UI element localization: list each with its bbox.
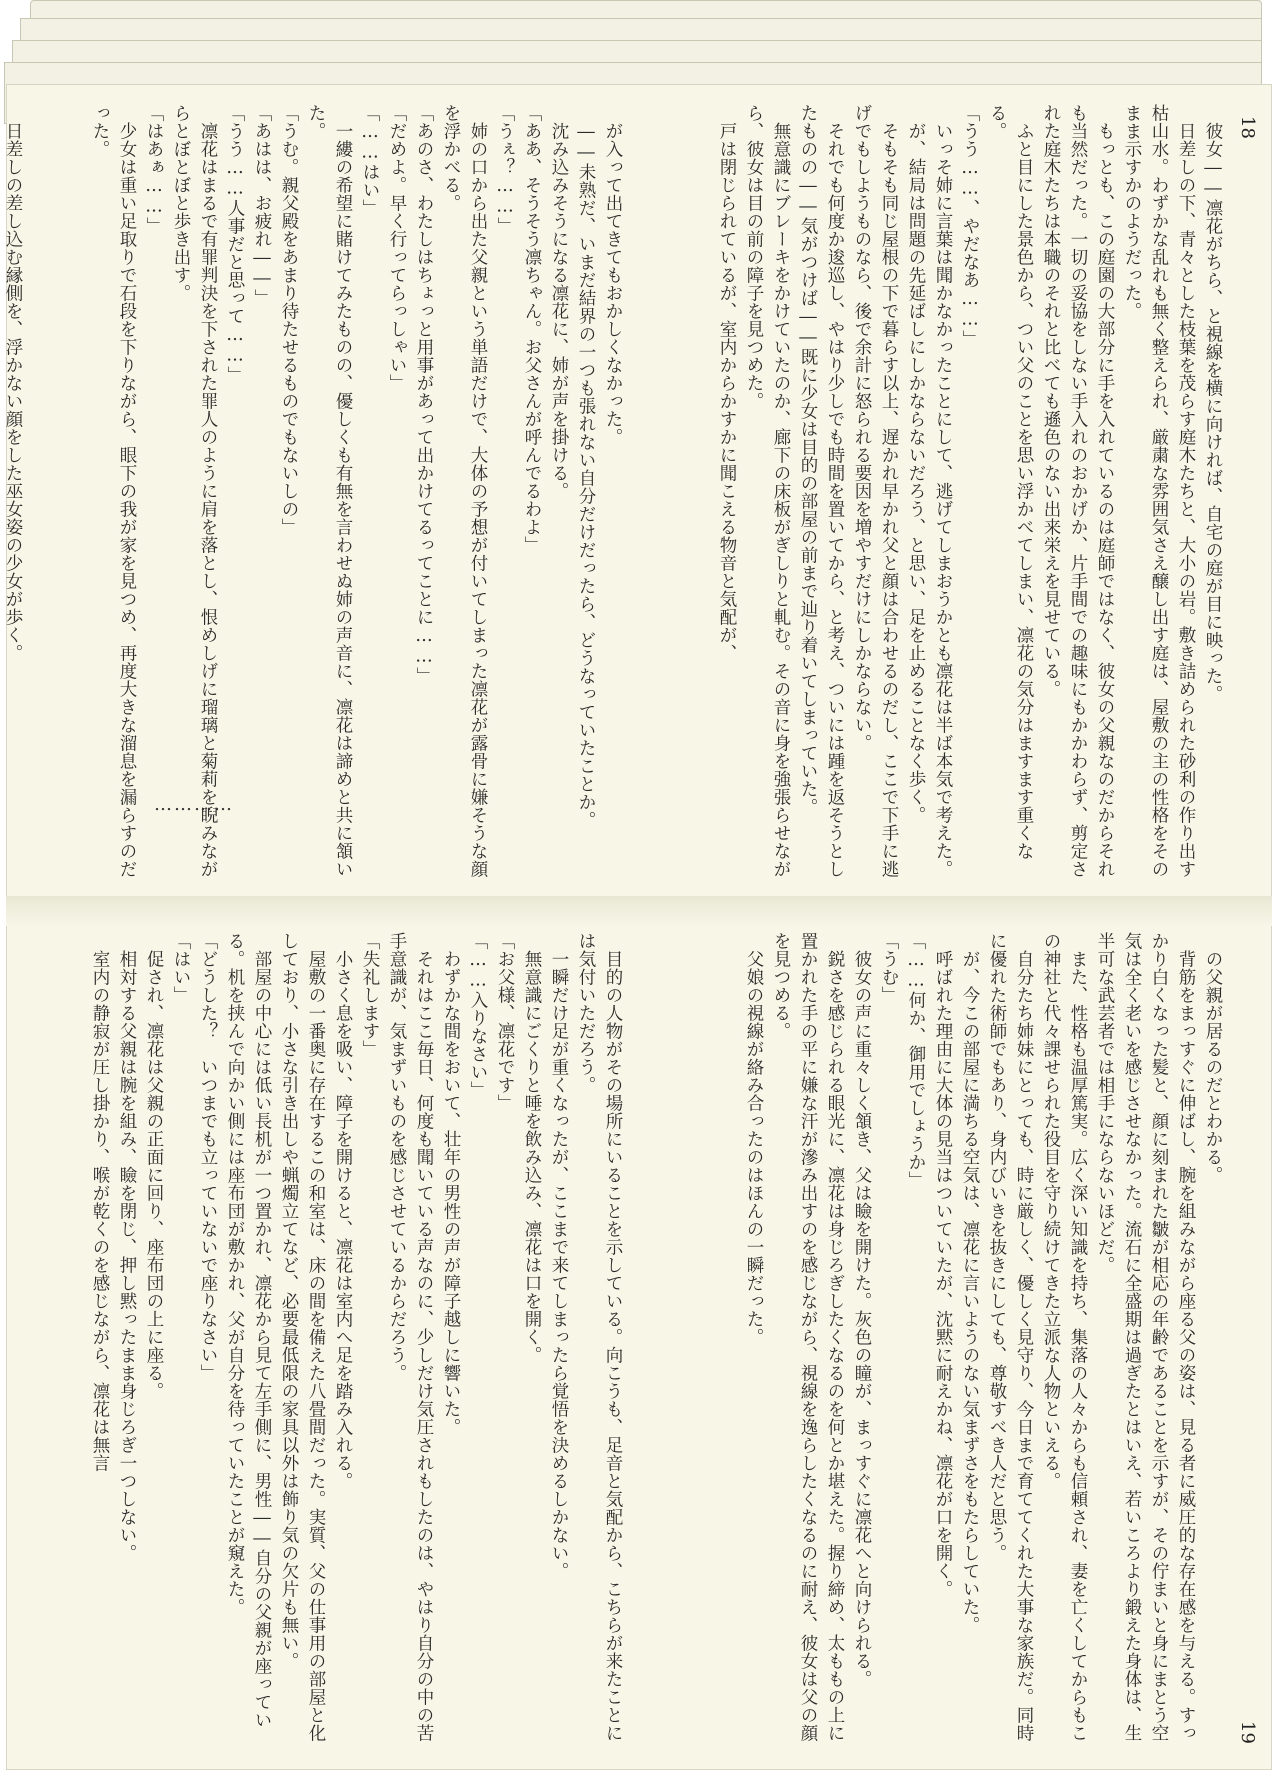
text-paragraph: 「ああ、そうそう凛ちゃん。お父さんが呼んでるわよ」 [522,104,542,554]
text-paragraph: 沈み込みそうになる凛花に、姉が声を掛ける。 [549,121,569,500]
text-paragraph: 「どうした？ いつまでも立っていないで座りなさい」 [198,932,218,1382]
text-paragraph: 「……何か、御用でしょうか」 [906,932,926,1189]
text-paragraph: また、性格も温厚篤実。広く深い知識を持ち、集落の人々からも信頼され、妻を亡くしてからもこの神社と代々課せられた役目を守り続けてきた立派な人物といえる。 [1041,932,1088,1742]
divider-spacer [26,104,86,894]
bottom-page-left-column [66,932,626,1742]
text-paragraph: 相対する父親は腕を組み、瞼を閉じ、押し黙ったまま身じろぎ一つしない。 [117,949,137,1562]
text-paragraph: そもそも同じ屋根の下で暮らす以上、遅かれ早かれ父と顔は合わせるのだし、ここで下手に逃げでもしようものなら、後で余計に怒られる要因を増やすだけにしかならない。 [852,104,899,878]
text-paragraph: 姉の口から出た父親という単語だけで、大体の予想が付いてしまった凛花が露骨に嫌そうな顔を浮かべる。 [441,104,488,878]
text-paragraph: それでも何度か逡巡し、やはり少しでも時間を置いてから、と考え、ついには踵を返そうとしたものの――気がつけば――既に少女は目的の部屋の前まで辿り着いてしまっていた。 [798,104,845,878]
text-paragraph: それはここ毎日、何度も聞いている声なのに、少しだけ気圧されもしたのは、やはり自分の中の苦手意識が、気まずいものを感じさせているからだろう。 [387,932,434,1742]
page-number-bottom: 19 [1237,1721,1258,1744]
book-gutter [6,896,1272,926]
page-number-top: 18 [1237,116,1258,139]
text-paragraph: 日差しの差し込む縁側を、浮かない顔をした巫女姿の少女が歩く。 [3,121,23,662]
text-paragraph: 「はい」 [171,932,191,1004]
text-paragraph: わずかな間をおいて、壮年の男性の声が障子越しに響いた。 [441,949,461,1436]
text-paragraph: 背筋をまっすぐに伸ばし、腕を組みながら座る父の姿は、見る者に威圧的な存在感を与える。すっかり白くなった髪と、顔に刻まれた皺が相応の年齢であることを示すが、その佇まいと身にまとう空気は全く老いを感じさせなかった。流石に全盛期は過ぎたとはいえ、若いころより鍛えた身体は、生半可な武芸者では相手にならないほどだ。 [1095,932,1196,1742]
text-paragraph: 「うう……人事だと思って……」 [225,104,245,384]
top-page-right-column [666,104,1226,894]
text-paragraph: 「……はい」 [360,104,380,217]
text-paragraph: 「はあぁ……」 [144,104,164,235]
text-paragraph: 呼ばれた理由に大体の見当はついていたが、沈黙に耐えかね、凛花が口を開く。 [933,949,953,1598]
text-paragraph: 父娘の視線が絡み合ったのはほんの一瞬だった。 [744,949,764,1346]
text-paragraph: いっそ姉に言葉は聞かなかったことにして、逃げてしまおうかとも凛花は半ば本気で考えた。 [933,121,953,878]
text-paragraph: 「……入りなさい」 [468,932,488,1099]
text-paragraph: 「うう……、やだなあ……」 [960,104,980,348]
bottom-page [66,932,1226,1742]
text-paragraph: 小さく息を吸い、障子を開けると、凛花は室内へ足を踏み入れる。 [333,949,353,1490]
text-paragraph: 「失礼します」 [360,932,380,1058]
top-page [3,104,1226,894]
bottom-page-right-column [666,932,1226,1742]
text-paragraph: 「うむ。親父殿をあまり待たせるものでもないしの」 [279,104,299,536]
text-paragraph: が入って出てきてもおかしくなかった。 [603,121,623,446]
text-paragraph: 鋭さを感じられる眼光に、凛花は身じろぎしたくなるのを何とか堪えた。握り締め、太ももの上に置かれた手の平に嫌な汗が滲み出すのを感じながら、視線を逸らしたくなるのに耐え、彼女は父の顔を見つめる。 [771,932,845,1742]
text-paragraph: が、結局は問題の先延ばしにしかならないだろう、と思い、足を止めることなく歩く。 [906,121,926,824]
text-paragraph: が、今この部屋に満ちる空気は、凛花に言いようのない気まずさをもたらしていた。 [960,949,980,1634]
text-paragraph: 無意識にごくりと唾を飲み込み、凛花は口を開く。 [522,949,542,1364]
text-paragraph: 「うむ」 [879,932,899,1004]
text-paragraph: 凛花はまるで有罪判決を下された罪人のように肩を落とし、恨めしげに瑠璃と菊莉を睨みながらとぼとぼと歩き出す。 [171,104,218,878]
top-page-left-column [3,104,626,894]
text-paragraph: 戸は閉じられているが、室内からかすかに聞こえる物音と気配が、 [717,121,737,662]
text-paragraph: 無意識にブレーキをかけていたのか、廊下の床板がぎしりと軋む。その音に身を強張らせながら、彼女は目の前の障子を見つめた。 [744,104,791,878]
text-paragraph: ――未熟だ、いまだ結界の一つも張れない自分だけだったら、どうなっていたことか。 [576,121,596,829]
text-paragraph: 室内の静寂が圧し掛かり、喉が乾くのを感じながら、凛花は無言 [90,949,110,1472]
book-spread [3,84,1272,1770]
text-paragraph: 彼女――凛花がちら、と視線を横に向ければ、自宅の庭が目に映った。 [1203,121,1223,703]
text-paragraph: 一瞬だけ足が重くなったが、ここまで来てしまったら覚悟を決めるしかない。 [549,949,569,1580]
text-paragraph: 目的の人物がその場所にいることを示している。向こうも、足音と気配から、こちらが来たことには気付いただろう。 [576,932,623,1742]
text-paragraph: 部屋の中心には低い長机が一つ置かれ、凛花から見て左手側に、男性――自分の父親が座っている。机を挟んで向かい側には座布団が敷かれ、父が自分を待っていたことが窺えた。 [225,932,272,1729]
text-paragraph: 「だめよ。早く行ってらっしゃい」 [387,104,407,392]
text-paragraph: 「お父様、凛花です」 [495,932,515,1112]
text-paragraph: の父親が居るのだとわかる。 [1203,949,1223,1184]
section-divider: ………… [154,794,234,815]
text-paragraph: 自分たち姉妹にとっても、時に厳しく、優しく見守り、今日まで育ててくれた大事な家族だ。同時に優れた術師でもあり、身内びいきを抜きにしても、尊敬すべき人だと思う。 [987,932,1034,1742]
text-paragraph: 日差しの下、青々とした枝葉を茂らす庭木たちと、大小の岩。敷き詰められた砂利の作り出す枯山水。わずかな乱れも無く整えられ、厳粛な雰囲気さえ醸し出す庭は、屋敷の主の性格をそのまま示すかのようだった。 [1122,104,1196,878]
text-paragraph: ふと目にした景色から、つい父のことを思い浮かべてしまい、凛花の気分はますます重くなる。 [987,104,1034,860]
text-paragraph: 「あはは、お疲れ――」 [252,104,272,307]
text-paragraph: 一縷の希望に賭けてみたものの、優しくも有無を言わせぬ姉の声音に、凛花は諦めと共に頷いた。 [306,104,353,878]
text-paragraph: もっとも、この庭園の大部分に手を入れているのは庭師ではなく、彼女の父親なのだからそれも当然だった。一切の妥協をしない手入れのおかげか、片手間での趣味にもかかわらず、剪定された庭木たちは本職のそれと比べても遜色のない出来栄えを見せている。 [1041,104,1115,878]
text-paragraph: 屋敷の一番奥に存在するこの和室は、床の間を備えた八畳間だった。実質、父の仕事用の部屋と化しており、小さな引き出しや蝋燭立てなど、必要最低限の家具以外は飾り気の欠片も無い。 [279,932,326,1742]
text-paragraph: 彼女の声に重々しく頷き、父は瞼を開けた。灰色の瞳が、まっすぐに凛花へと向けられる。 [852,949,872,1688]
text-paragraph: 促され、凛花は父親の正面に回り、座布団の上に座る。 [144,949,164,1400]
text-paragraph: 「あのさ、わたしはちょっと用事があって出かけてるってことに……」 [414,104,434,685]
text-paragraph: 少女は重い足取りで石段を下りながら、眼下の我が家を見つめ、再度大きな溜息を漏らすのだった。 [90,104,137,878]
text-paragraph: 「うぇ？……」 [495,104,515,235]
